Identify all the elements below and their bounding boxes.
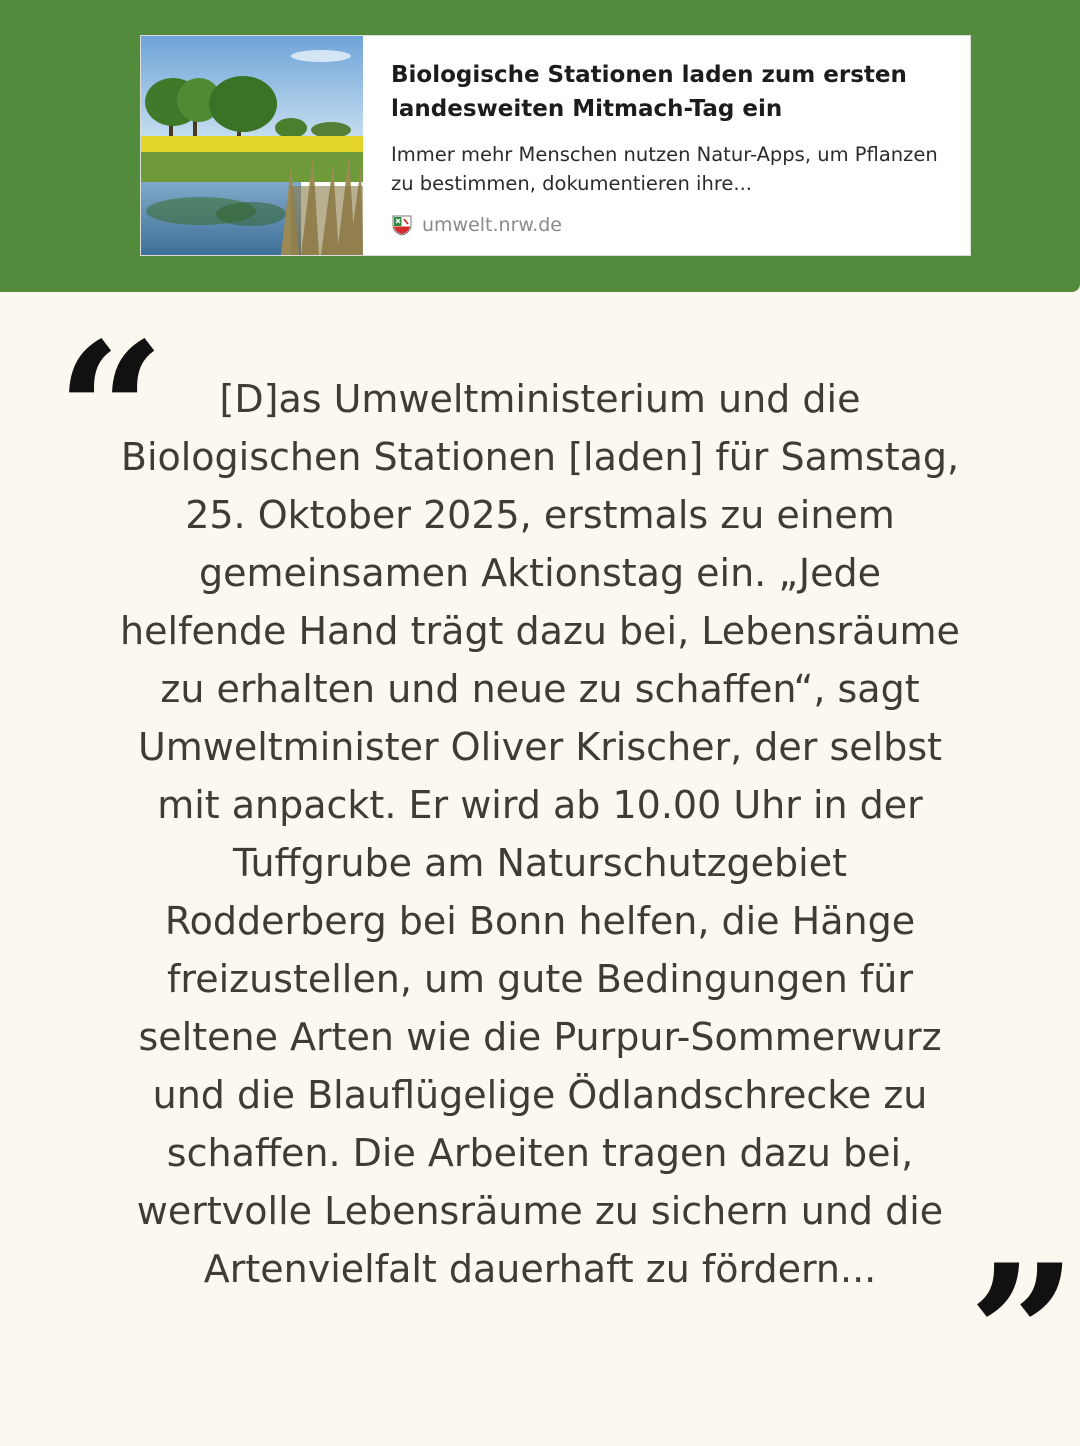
- quote-line: mit anpackt. Er wird ab 10.00 Uhr in der: [157, 783, 923, 827]
- quote-line: Umweltminister Oliver Krischer, der selbst: [137, 725, 943, 769]
- link-preview-text: [363, 36, 970, 255]
- closing-quote-mark: ”: [968, 1223, 1078, 1446]
- quote-line: zu erhalten und neue zu schaffen“, sagt: [160, 667, 920, 711]
- quote-line: Artenvielfalt dauerhaft zu fördern...: [203, 1247, 877, 1291]
- quote-line: helfende Hand trägt dazu bei, Lebensräume: [120, 609, 960, 653]
- quote-line: seltene Arten wie die Purpur-Sommerwurz: [138, 1015, 942, 1059]
- quote-line: und die Blauflügelige Ödlandschrecke zu: [152, 1073, 928, 1117]
- quote-line: Biologischen Stationen [laden] für Samstag,: [120, 435, 960, 479]
- quote-line: Tuffgrube am Naturschutzgebiet: [233, 841, 847, 885]
- nrw-coat-of-arms-icon: [391, 214, 413, 236]
- quote-line: schaffen. Die Arbeiten tragen dazu bei,: [166, 1131, 914, 1175]
- link-preview-title[interactable]: Biologische Stationen laden zum ersten landesweiten Mitmach-Tag ein: [391, 62, 907, 122]
- quote-text: [80, 370, 1000, 1298]
- quote-line: 25. Oktober 2025, erstmals zu einem: [185, 493, 895, 537]
- quote-line: gemeinsamen Aktionstag ein. „Jede: [199, 551, 881, 595]
- link-preview-description: Immer mehr Menschen nutzen Natur-Apps, um Pflanzen zu bestimmen, dokumentieren ihre...: [391, 143, 938, 195]
- quote-line: [D]as Umweltministerium und die: [219, 377, 861, 421]
- opening-quote-mark: “: [56, 301, 166, 524]
- link-preview-source: [391, 214, 942, 236]
- quote-line: freizustellen, um gute Bedingungen für: [167, 957, 913, 1001]
- link-preview-domain[interactable]: umwelt.nrw.de: [422, 214, 562, 236]
- landscape-pond-trees-image: [141, 36, 363, 255]
- link-preview-card[interactable]: [140, 35, 971, 256]
- quote-line: Rodderberg bei Bonn helfen, die Hänge: [164, 899, 916, 943]
- quote-line: wertvolle Lebensräume zu sichern und die: [136, 1189, 944, 1233]
